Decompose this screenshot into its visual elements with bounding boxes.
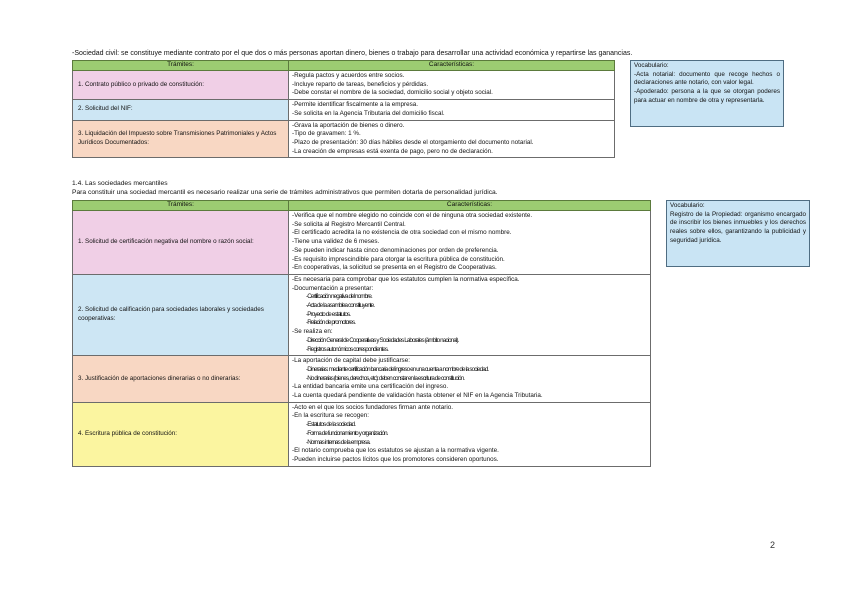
characteristic-line: -Documentación a presentar: xyxy=(292,284,374,292)
characteristic-line: -En la escritura se recogen: xyxy=(292,412,369,420)
tramite-characteristics xyxy=(289,356,651,403)
tramite-characteristics xyxy=(289,120,615,158)
characteristic-line: -Dirección General de Cooperativas y Sociedades Laborales (ámbito nacional). xyxy=(306,336,459,344)
page-number: 2 xyxy=(770,540,776,550)
characteristic-line: -Acto en el que los socios fundadores firman ante notario. xyxy=(292,403,454,411)
characteristic-line: -Certificación negativa del nombre. xyxy=(306,293,372,301)
tramite-name: 4. Escritura pública de constitución: xyxy=(73,402,289,466)
tramite-name: 3. Liquidación del Impuesto sobre Transmisiones Patrimoniales y Actos Jurídicos Documentados: xyxy=(73,120,289,158)
characteristic-line: -Proyecto de estatutos. xyxy=(306,310,351,318)
characteristic-line: -Estatutos de la sociedad. xyxy=(306,421,356,429)
tramite-name: 1. Solicitud de certificación negativa del nombre o razón social: xyxy=(73,211,289,275)
characteristic-line: -Pueden incluirse pactos lícitos que los promotores consideren oportunos. xyxy=(292,455,499,463)
characteristic-line: -Es requisito imprescindible para otorgar la escritura pública de constitución. xyxy=(292,255,505,263)
characteristic-line: -No dinerarias (bienes, derechos, etc): deben constar en la escritura de constitución. xyxy=(306,374,465,382)
tramite-characteristics xyxy=(289,402,651,466)
header-tramites: Trámites: xyxy=(73,201,289,211)
vocabulary-term: -Apoderado: persona a la que se otorgan poderes para actuar en nombre de otra y representarla. xyxy=(634,88,780,104)
header-caracteristicas: Características: xyxy=(289,61,615,71)
section-heading: 1.4. Las sociedades mercantiles xyxy=(72,180,168,187)
vocabulary-title: Vocabulario: xyxy=(670,202,705,209)
tramite-row xyxy=(73,120,615,158)
tramite-characteristics xyxy=(289,100,615,120)
characteristic-line: -Debe constar el nombre de la sociedad, domicilio social y objeto social. xyxy=(292,89,493,97)
vocabulary-title: Vocabulario: xyxy=(634,62,669,69)
vocabulary-term: -Acta notarial: documento que recoge hechos o declaraciones ante notario, con valor legal. xyxy=(634,70,780,87)
characteristic-line: -Registros autonómicos correspondientes. xyxy=(306,345,388,353)
characteristic-line: -Forma de funcionamiento y organización. xyxy=(306,429,388,437)
vocabulary-term: Registro de la Propiedad: organismo encargado de inscribir los bienes inmuebles y los derechos reales sobre ellos, garantizando la publicidad y seguridad jurídica. xyxy=(670,210,806,244)
tramite-name: 3. Justificación de aportaciones dinerarias o no dinerarias: xyxy=(73,356,289,403)
characteristic-line: -Verifica que el nombre elegido no coincide con el de ninguna otra sociedad existente. xyxy=(292,212,533,219)
tramite-name: 1. Contrato público o privado de constitución: xyxy=(73,71,289,100)
characteristic-line: -La cuenta quedará pendiente de validación hasta obtener el NIF en la Agencia Tributaria. xyxy=(292,392,543,400)
characteristic-line: -En cooperativas, la solicitud se presenta en el Registro de Cooperativas. xyxy=(292,264,497,272)
characteristic-line: -El notario comprueba que los estatutos se ajustan a la normativa vigente. xyxy=(292,447,499,455)
tramite-name: 2. Solicitud del NIF: xyxy=(73,100,289,120)
tramite-characteristics xyxy=(289,71,615,100)
tramite-row xyxy=(73,402,651,466)
tramite-characteristics xyxy=(289,274,651,355)
characteristic-line: -Se solicita al Registro Mercantil Central. xyxy=(292,220,406,228)
characteristic-line: -Se solicita en la Agencia Tributaria del domicilio fiscal. xyxy=(292,109,445,117)
intro-text: -Sociedad civil: se constituye mediante contrato por el que dos o más personas aportan dinero, bienes o trabajo para desarrollar una actividad económica y repartirse las ganancias. xyxy=(72,50,633,57)
tramite-row xyxy=(73,274,651,355)
header-tramites: Trámites: xyxy=(73,61,289,71)
header-caracteristicas: Características: xyxy=(289,201,651,211)
characteristic-line: -El certificado acredita la no existencia de otra sociedad con el mismo nombre. xyxy=(292,229,512,237)
characteristic-line: -La entidad bancaria emite una certificación del ingreso. xyxy=(292,383,449,391)
characteristic-line: -Acta de la asamblea constituyente. xyxy=(306,302,375,310)
tramite-name: 2. Solicitud de calificación para sociedades laborales y sociedades cooperativas: xyxy=(73,274,289,355)
tramite-row xyxy=(73,100,615,120)
characteristic-line: -Es necesaria para comprobar que los estatutos cumplen la normativa específica. xyxy=(292,275,520,283)
tramites-table-sociedades-mercantiles xyxy=(72,200,651,467)
characteristic-line: -Permite identificar fiscalmente a la empresa. xyxy=(292,101,418,109)
characteristic-line: -Grava la aportación de bienes o dinero. xyxy=(292,121,405,129)
characteristic-line: -Se pueden indicar hasta cinco denominaciones por orden de preferencia. xyxy=(292,246,499,254)
tramite-characteristics xyxy=(289,211,651,275)
characteristic-line: -Normas internas de la empresa. xyxy=(306,438,370,446)
tramite-row xyxy=(73,71,615,100)
tramite-row xyxy=(73,356,651,403)
characteristic-line: -Tipo de gravamen: 1 %. xyxy=(292,130,361,138)
characteristic-line: -Relación de promotores. xyxy=(306,319,356,327)
characteristic-line: -Incluye reparto de tareas, beneficios y pérdidas. xyxy=(292,80,429,88)
vocabulary-box-2 xyxy=(666,200,810,267)
tramite-row xyxy=(73,211,651,275)
characteristic-line: -La aportación de capital debe justificarse: xyxy=(292,357,410,365)
section-intro: Para constituir una sociedad mercantil es necesario realizar una serie de trámites administrativos que permiten dotarla de personalidad jurídica. xyxy=(72,189,498,196)
characteristic-line: -Tiene una validez de 6 meses. xyxy=(292,238,380,246)
tramites-table-sociedad-civil xyxy=(72,60,615,158)
characteristic-line: -La creación de empresas está exenta de pago, pero no de declaración. xyxy=(292,147,493,155)
characteristic-line: -Plazo de presentación: 30 días hábiles desde el otorgamiento del documento notarial. xyxy=(292,138,534,146)
characteristic-line: -Dinerarias: mediante certificación bancaria del ingreso en una cuenta a nombre de la sociedad. xyxy=(306,365,489,373)
characteristic-line: -Regula pactos y acuerdos entre socios. xyxy=(292,72,405,79)
vocabulary-box-1 xyxy=(630,60,784,127)
characteristic-line: -Se realiza en: xyxy=(292,328,333,336)
